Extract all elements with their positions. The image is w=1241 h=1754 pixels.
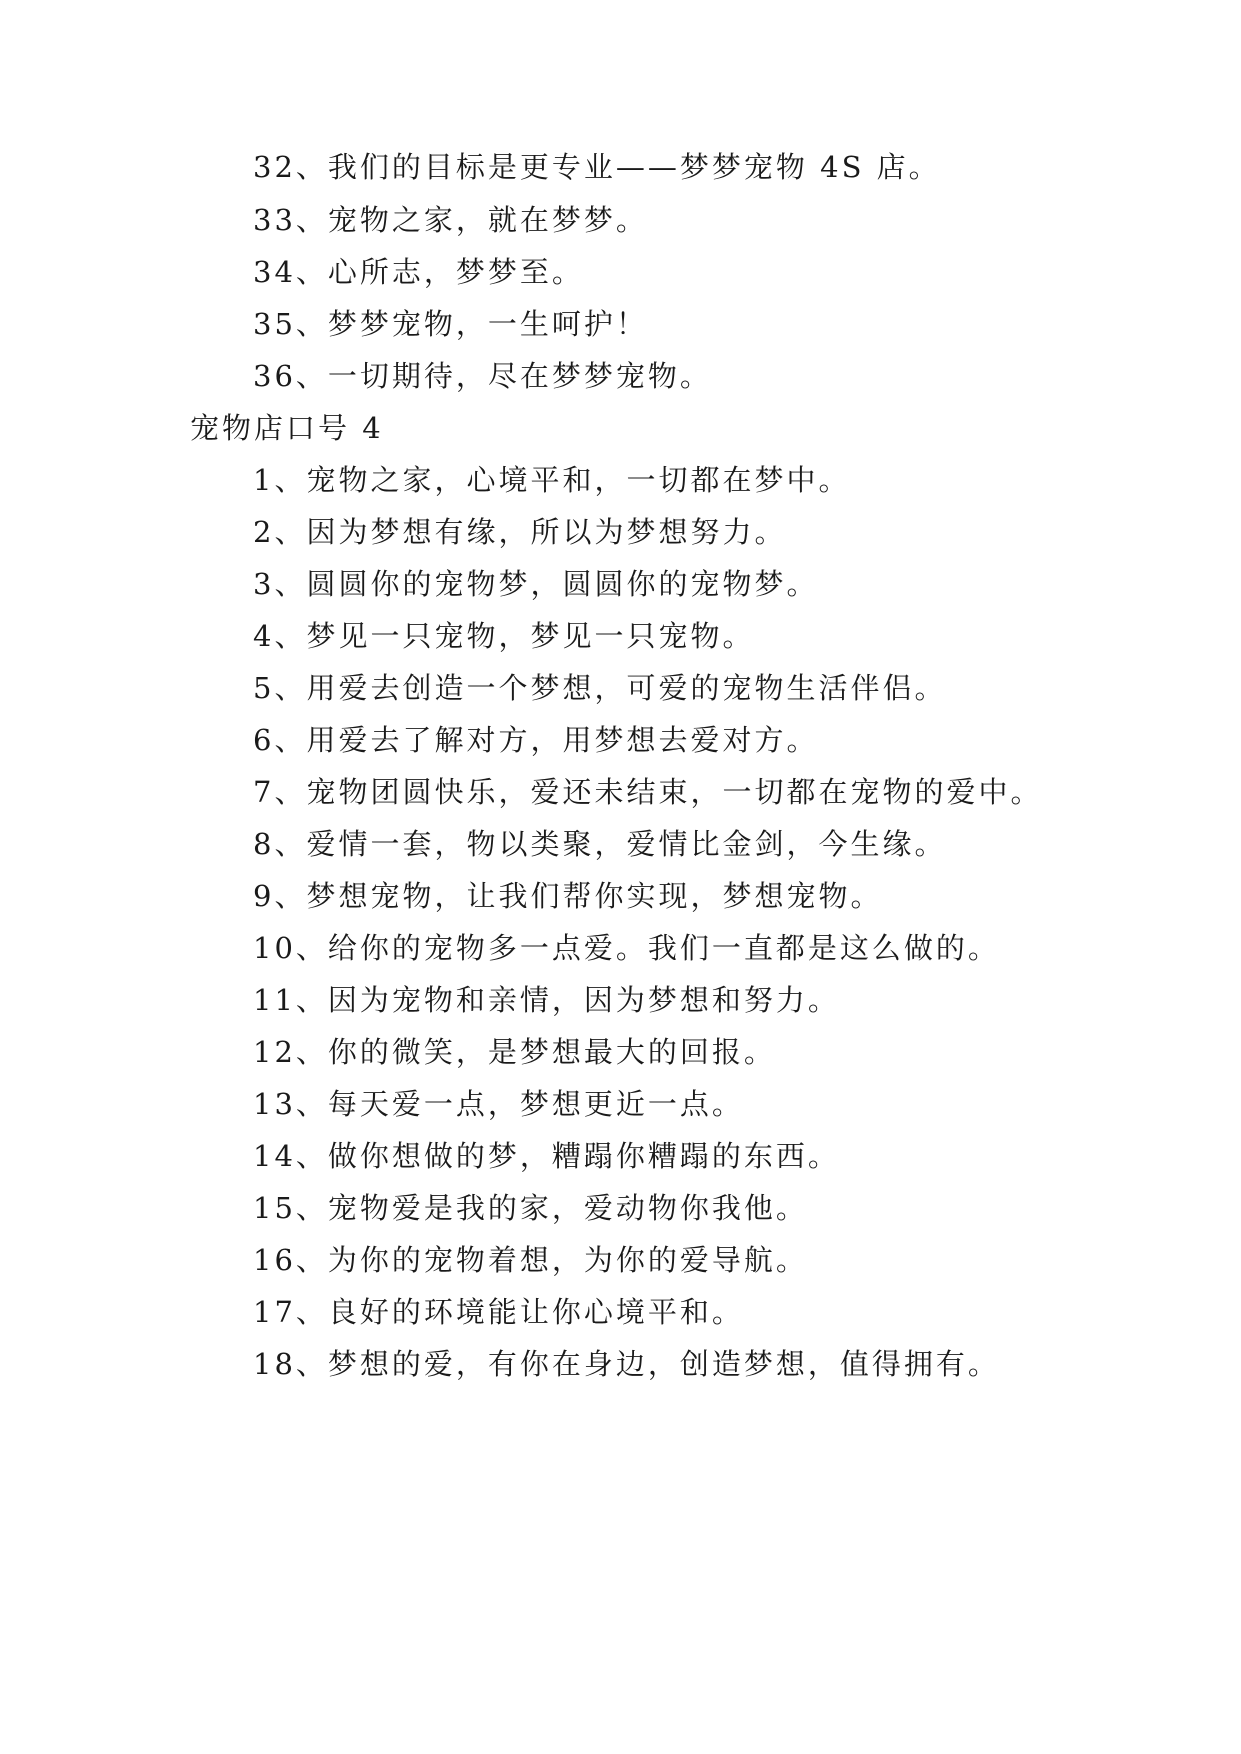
list-item: 16、为你的宠物着想，为你的爱导航。 — [253, 1243, 808, 1277]
list-item: 14、做你想做的梦，糟蹋你糟蹋的东西。 — [253, 1139, 840, 1173]
list-item: 32、我们的目标是更专业——梦梦宠物 4S 店。 — [253, 150, 941, 184]
list-item: 1、宠物之家，心境平和，一切都在梦中。 — [253, 463, 851, 497]
list-item: 9、梦想宠物，让我们帮你实现，梦想宠物。 — [253, 879, 883, 913]
list-item: 6、用爱去了解对方，用梦想去爱对方。 — [253, 723, 819, 757]
list-item: 15、宠物爱是我的家，爱动物你我他。 — [253, 1191, 808, 1225]
list-item: 13、每天爱一点，梦想更近一点。 — [253, 1087, 744, 1121]
list-item: 4、梦见一只宠物，梦见一只宠物。 — [253, 619, 755, 653]
list-item: 3、圆圆你的宠物梦，圆圆你的宠物梦。 — [253, 567, 819, 601]
list-item: 18、梦想的爱，有你在身边，创造梦想，值得拥有。 — [253, 1347, 1000, 1381]
section-heading: 宠物店口号 4 — [190, 411, 384, 445]
list-item: 10、给你的宠物多一点爱。我们一直都是这么做的。 — [253, 931, 1000, 965]
list-item: 34、心所志，梦梦至。 — [253, 255, 584, 289]
list-item: 35、梦梦宠物，一生呵护！ — [253, 307, 648, 341]
list-item: 12、你的微笑，是梦想最大的回报。 — [253, 1035, 776, 1069]
list-item: 8、爱情一套，物以类聚，爱情比金剑，今生缘。 — [253, 827, 947, 861]
list-item: 17、良好的环境能让你心境平和。 — [253, 1295, 744, 1329]
list-item: 36、一切期待，尽在梦梦宠物。 — [253, 359, 712, 393]
list-item: 11、因为宠物和亲情，因为梦想和努力。 — [253, 983, 840, 1017]
list-item: 33、宠物之家，就在梦梦。 — [253, 203, 648, 237]
list-item: 7、宠物团圆快乐，爱还未结束，一切都在宠物的爱中。 — [253, 775, 1043, 809]
list-item: 5、用爱去创造一个梦想，可爱的宠物生活伴侣。 — [253, 671, 947, 705]
list-item: 2、因为梦想有缘，所以为梦想努力。 — [253, 515, 787, 549]
